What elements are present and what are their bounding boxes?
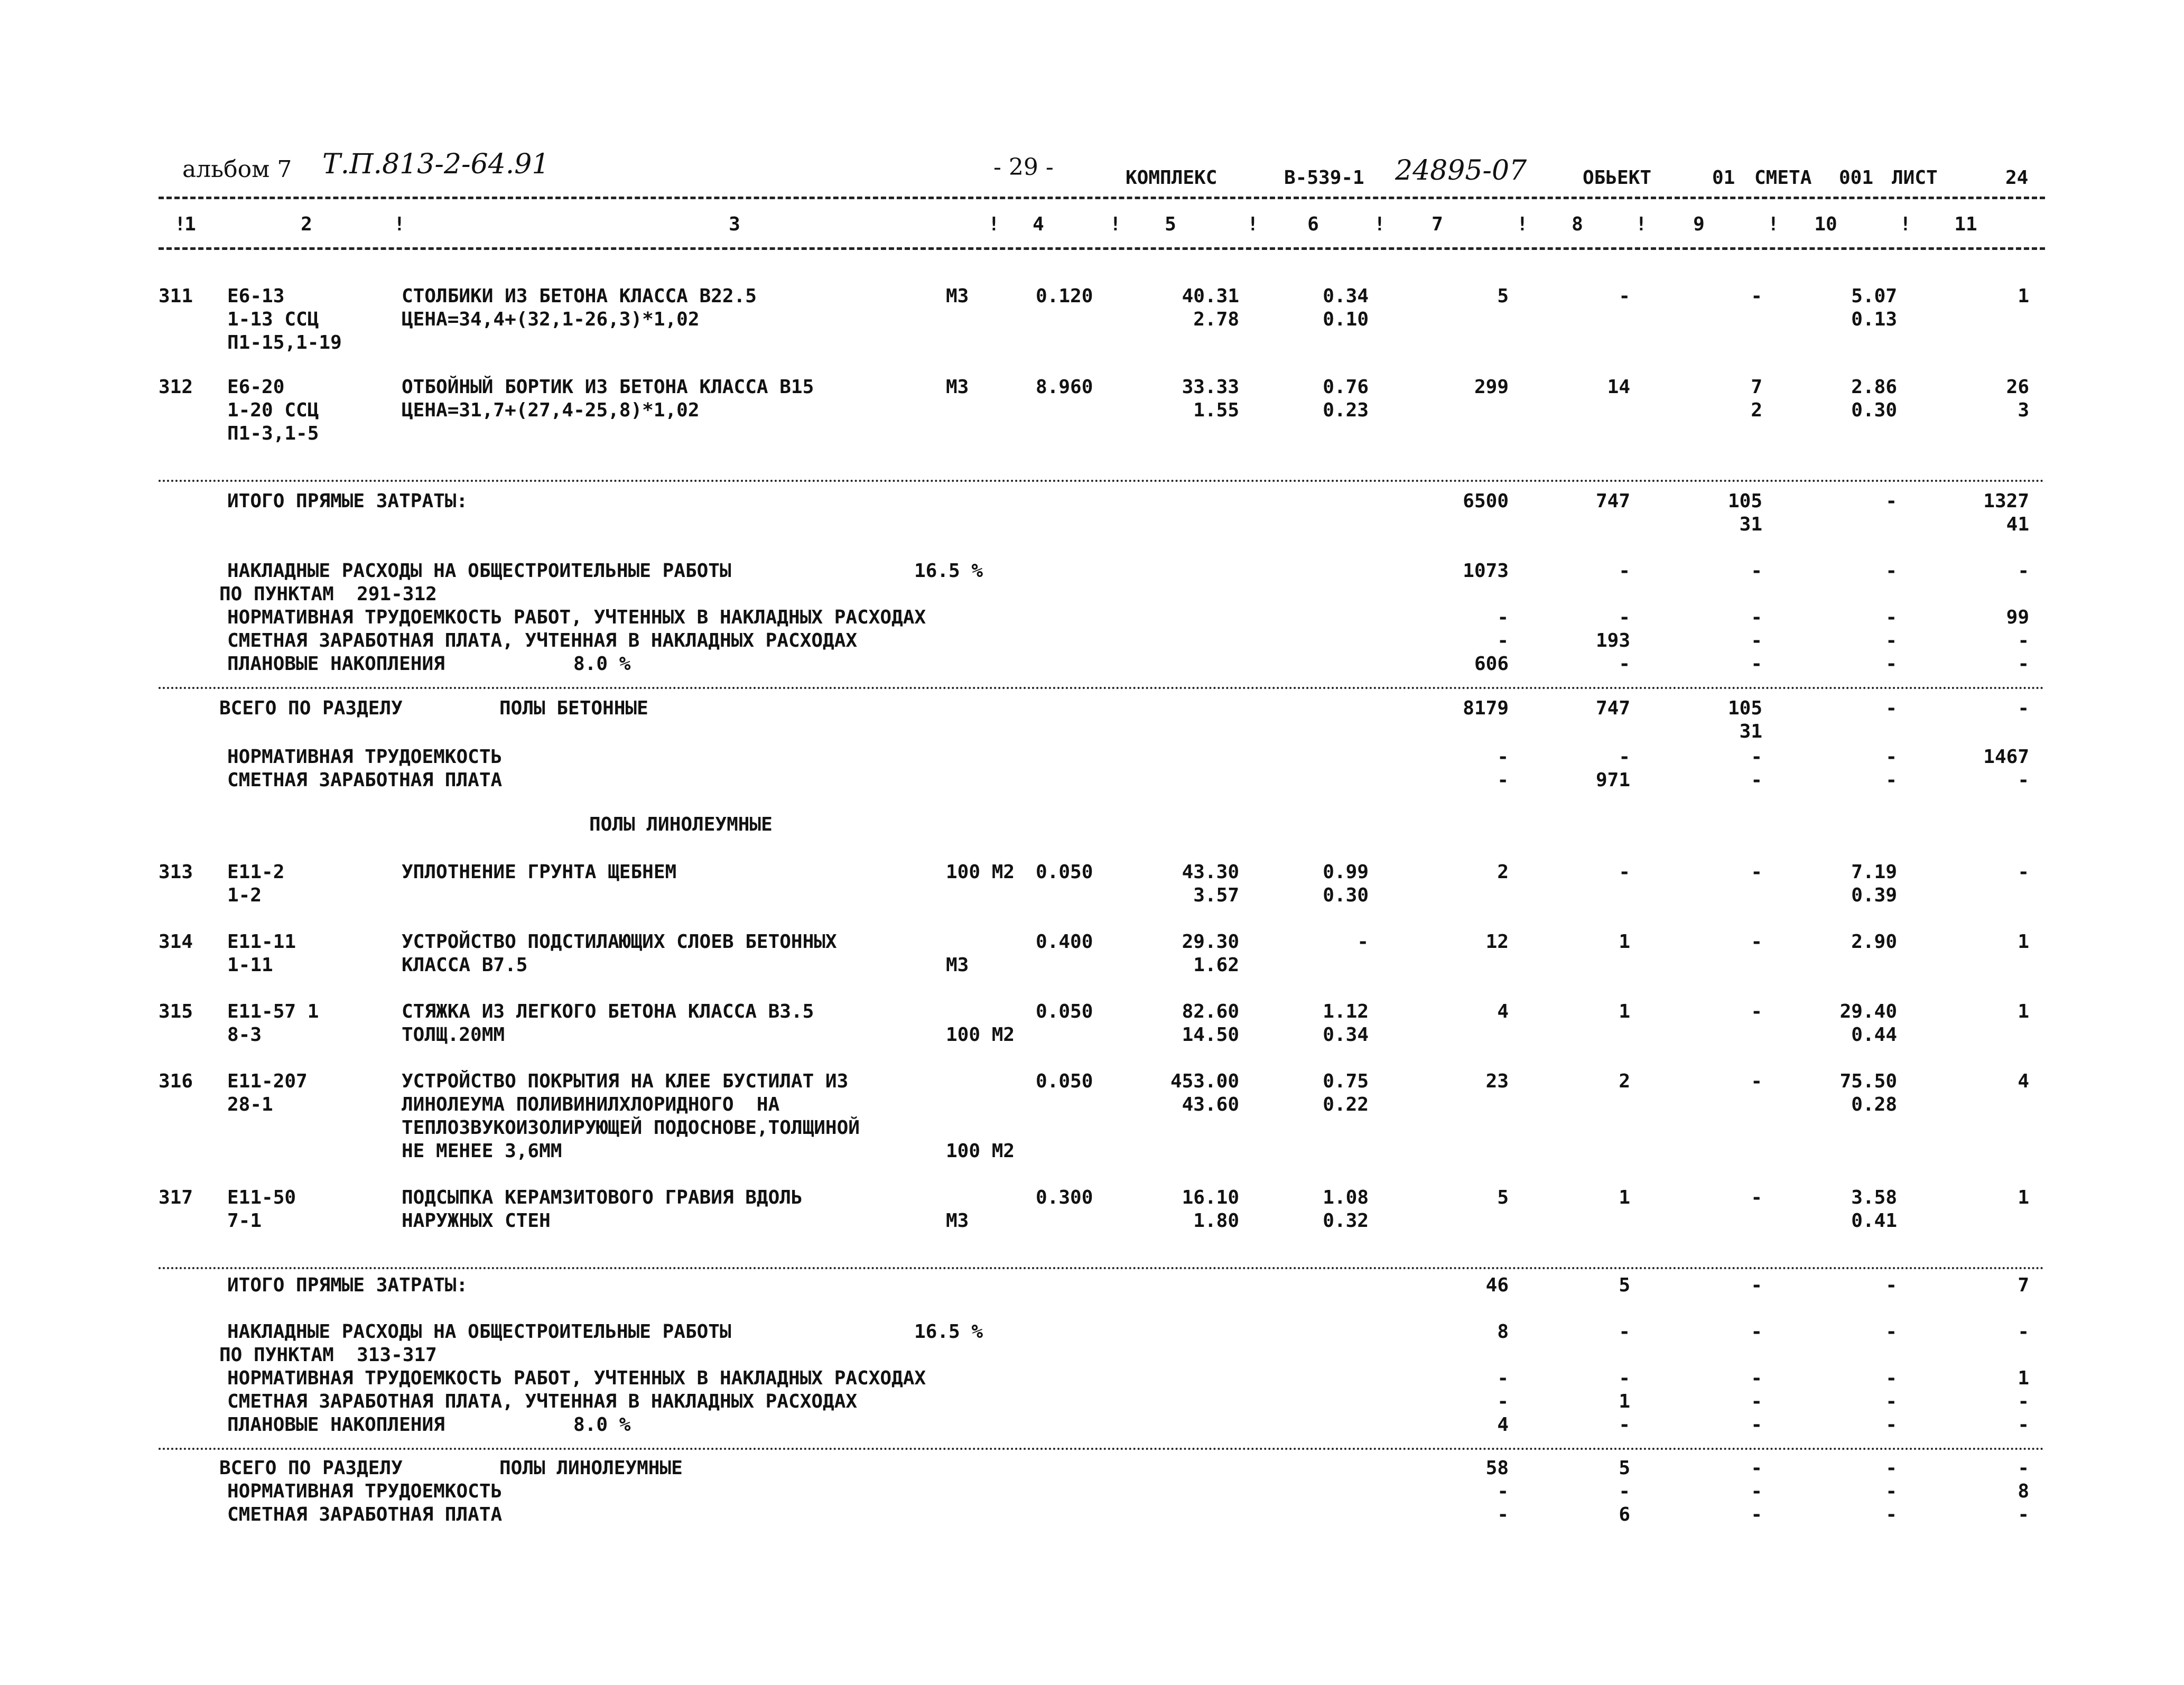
item-description: УПЛОТНЕНИЕ ГРУНТА ЩЕБНЕМ xyxy=(402,861,677,883)
estimate-label: СМЕТА xyxy=(1754,167,1812,189)
overhead-label: НАКЛАДНЫЕ РАСХОДЫ НА ОБЩЕСТРОИТЕЛЬНЫЕ РАБОТЫ xyxy=(227,560,731,582)
labor-norm-label: НОРМАТИВНАЯ ТРУДОЕМКОСТЬ xyxy=(227,1481,503,1502)
item-quantity: 0.050 xyxy=(1036,861,1093,883)
wage-overhead-c8: 193 xyxy=(1595,630,1630,651)
wage-overhead-c10: - xyxy=(1885,630,1897,651)
column-header-10: 10 xyxy=(1814,213,1837,235)
machine-total: 2 xyxy=(1751,399,1762,421)
labor-total: 4 xyxy=(2018,1070,2029,1092)
item-description: ЛИНОЛЕУМА ПОЛИВИНИЛХЛОРИДНОГО НА xyxy=(402,1094,780,1115)
section-total-label: ВСЕГО ПО РАЗДЕЛУ xyxy=(219,697,403,719)
planned-profit-c7: 606 xyxy=(1474,653,1509,675)
item-code: Е11-207 xyxy=(227,1070,308,1092)
direct-costs-c11: 1327 xyxy=(1983,490,2029,512)
labor-total: 1 xyxy=(2018,1187,2029,1208)
section-total-c11: - xyxy=(2018,697,2029,719)
direct-costs-c9: 31 xyxy=(1739,514,1762,535)
item-number: 317 xyxy=(159,1187,193,1208)
labor-unit: 2.86 xyxy=(1851,376,1897,398)
labor-norm-overhead-c9: - xyxy=(1751,607,1762,628)
column-header-6: 6 xyxy=(1307,213,1319,235)
wage-c11: - xyxy=(2018,769,2029,791)
column-divider: ! xyxy=(988,213,1000,235)
machine-total: - xyxy=(1751,1187,1762,1208)
overhead-c7: 8 xyxy=(1497,1321,1509,1343)
item-code: Е6-20 xyxy=(227,376,285,398)
direct-costs-c9: - xyxy=(1751,1274,1762,1296)
item-unit: М3 xyxy=(946,285,969,307)
labor-unit: 0.28 xyxy=(1851,1094,1897,1115)
wage-overhead-label: СМЕТНАЯ ЗАРАБОТНАЯ ПЛАТА, УЧТЕННАЯ В НАКЛАДНЫХ РАСХОДАХ xyxy=(227,630,858,651)
direct-costs-c8: 747 xyxy=(1595,490,1630,512)
overhead-percent: 16.5 % xyxy=(914,560,983,582)
labor-norm-overhead-c8: - xyxy=(1619,607,1630,628)
planned-profit-c10: - xyxy=(1885,653,1897,675)
wage-overhead-c8: 1 xyxy=(1619,1391,1630,1412)
item-quantity: 0.400 xyxy=(1036,931,1093,953)
labor-norm-c11: 1467 xyxy=(1983,746,2029,768)
planned-profit-c8: - xyxy=(1619,653,1630,675)
column-header-4: 4 xyxy=(1033,213,1044,235)
item-code: 8-3 xyxy=(227,1024,262,1046)
wage-overhead-c10: - xyxy=(1885,1391,1897,1412)
wage-c7: - xyxy=(1497,769,1509,791)
item-quantity: 0.300 xyxy=(1036,1187,1093,1208)
item-unit: 100 М2 xyxy=(946,861,1015,883)
items-range: ПО ПУНКТАМ 291-312 xyxy=(219,583,437,605)
wage-c9: - xyxy=(1751,769,1762,791)
item-quantity: 0.050 xyxy=(1036,1001,1093,1022)
item-code: 1-2 xyxy=(227,885,262,906)
section-total-c8: 747 xyxy=(1595,697,1630,719)
unit-cost: 1.80 xyxy=(1193,1210,1239,1232)
direct-costs-label: ИТОГО ПРЯМЫЕ ЗАТРАТЫ: xyxy=(227,490,468,512)
item-code: Е11-2 xyxy=(227,861,285,883)
wage-label: СМЕТНАЯ ЗАРАБОТНАЯ ПЛАТА xyxy=(227,1504,503,1525)
column-header-7: 7 xyxy=(1432,213,1443,235)
unit-cost: 82.60 xyxy=(1182,1001,1239,1022)
wage-overhead-c11: - xyxy=(2018,1391,2029,1412)
column-header-5: 5 xyxy=(1165,213,1176,235)
item-description: ПОДСЫПКА КЕРАМЗИТОВОГО ГРАВИЯ ВДОЛЬ xyxy=(402,1187,803,1208)
estimate-value: 001 xyxy=(1839,167,1874,189)
wage-c7: - xyxy=(1497,1504,1509,1525)
unit-cost: 2.78 xyxy=(1193,309,1239,330)
section-title-linoleum: ПОЛЫ ЛИНОЛЕУМНЫЕ xyxy=(589,814,773,835)
overhead-c11: - xyxy=(2018,560,2029,582)
total-cost: 299 xyxy=(1474,376,1509,398)
item-quantity: 8.960 xyxy=(1036,376,1093,398)
labor-norm-c7: - xyxy=(1497,746,1509,768)
machine-cost: 0.23 xyxy=(1323,399,1369,421)
summary-rule xyxy=(159,1267,2045,1269)
column-header-3: 3 xyxy=(729,213,740,235)
wage-label: СМЕТНАЯ ЗАРАБОТНАЯ ПЛАТА xyxy=(227,769,503,791)
labor-total: 1 xyxy=(2018,285,2029,307)
total-cost: 12 xyxy=(1485,931,1509,953)
item-description: СТОЛБИКИ ИЗ БЕТОНА КЛАССА В22.5 xyxy=(402,285,757,307)
item-quantity: 0.050 xyxy=(1036,1070,1093,1092)
unit-cost: 3.57 xyxy=(1193,885,1239,906)
machine-total: - xyxy=(1751,285,1762,307)
overhead-c11: - xyxy=(2018,1321,2029,1343)
direct-costs-c8: 5 xyxy=(1619,1274,1630,1296)
item-code: П1-3,1-5 xyxy=(227,423,319,444)
wage-overhead-c9: - xyxy=(1751,630,1762,651)
item-number: 316 xyxy=(159,1070,193,1092)
labor-unit: 0.39 xyxy=(1851,885,1897,906)
wage-c9: - xyxy=(1751,1504,1762,1525)
wage-overhead-c7: - xyxy=(1497,1391,1509,1412)
labor-norm-c9: - xyxy=(1751,1481,1762,1502)
labor-unit: 2.90 xyxy=(1851,931,1897,953)
item-number: 312 xyxy=(159,376,193,398)
column-divider: ! xyxy=(1635,213,1647,235)
item-unit: 100 М2 xyxy=(946,1140,1015,1162)
machine-cost: 0.34 xyxy=(1323,1024,1369,1046)
total-cost: 5 xyxy=(1497,1187,1509,1208)
machine-total: 7 xyxy=(1751,376,1762,398)
item-code: Е11-11 xyxy=(227,931,296,953)
machine-cost: 0.99 xyxy=(1323,861,1369,883)
unit-cost: 43.30 xyxy=(1182,861,1239,883)
complex-number: 24895-07 xyxy=(1395,155,1527,187)
complex-label: КОМПЛЕКС xyxy=(1126,167,1218,189)
overhead-c8: - xyxy=(1619,1321,1630,1343)
column-header-8: 8 xyxy=(1572,213,1583,235)
complex-code: В-539-1 xyxy=(1284,167,1364,189)
labor-norm-overhead-label: НОРМАТИВНАЯ ТРУДОЕМКОСТЬ РАБОТ, УЧТЕННЫХ В НАКЛАДНЫХ РАСХОДАХ xyxy=(227,607,926,628)
machine-total: - xyxy=(1751,1070,1762,1092)
sheet-label: ЛИСТ xyxy=(1892,167,1938,189)
labor-norm-overhead-c11: 99 xyxy=(2006,607,2029,628)
machine-cost: 0.75 xyxy=(1323,1070,1369,1092)
summary-rule xyxy=(159,1448,2045,1450)
direct-costs-c10: - xyxy=(1885,490,1897,512)
section-total-c10: - xyxy=(1885,697,1897,719)
labor-unit: 0.13 xyxy=(1851,309,1897,330)
item-code: Е6-13 xyxy=(227,285,285,307)
wage-cost: 1 xyxy=(1619,931,1630,953)
labor-norm-c8: - xyxy=(1619,746,1630,768)
item-code: 28-1 xyxy=(227,1094,273,1115)
wage-cost: 1 xyxy=(1619,1187,1630,1208)
direct-costs-c7: 6500 xyxy=(1463,490,1509,512)
planned-profit-label: ПЛАНОВЫЕ НАКОПЛЕНИЯ xyxy=(227,1414,445,1436)
labor-total: 26 xyxy=(2006,376,2029,398)
section-total-label: ВСЕГО ПО РАЗДЕЛУ xyxy=(219,1457,403,1479)
item-description: ТОЛЩ.20ММ xyxy=(402,1024,505,1046)
column-header-1: 1 xyxy=(184,213,196,235)
column-divider: ! xyxy=(174,213,186,235)
item-description: ЦЕНА=31,7+(27,4-25,8)*1,02 xyxy=(402,399,700,421)
item-quantity: 0.120 xyxy=(1036,285,1093,307)
header-rule-bottom xyxy=(159,247,2045,250)
unit-cost: 16.10 xyxy=(1182,1187,1239,1208)
album-label: альбом 7 xyxy=(182,156,292,183)
column-header-2: 2 xyxy=(301,213,312,235)
labor-total: 3 xyxy=(2018,399,2029,421)
wage-overhead-c7: - xyxy=(1497,630,1509,651)
wage-c11: - xyxy=(2018,1504,2029,1525)
item-description: ОТБОЙНЫЙ БОРТИК ИЗ БЕТОНА КЛАССА В15 xyxy=(402,376,814,398)
item-unit: 100 М2 xyxy=(946,1024,1015,1046)
machine-cost: 0.32 xyxy=(1323,1210,1369,1232)
section-total-c9: 31 xyxy=(1739,721,1762,742)
labor-unit: 75.50 xyxy=(1839,1070,1897,1092)
column-divider: ! xyxy=(1110,213,1121,235)
wage-c10: - xyxy=(1885,1504,1897,1525)
wage-c10: - xyxy=(1885,769,1897,791)
labor-unit: 0.41 xyxy=(1851,1210,1897,1232)
column-divider: ! xyxy=(1374,213,1386,235)
total-cost: 2 xyxy=(1497,861,1509,883)
item-number: 314 xyxy=(159,931,193,953)
section-total-c9: 105 xyxy=(1727,697,1762,719)
machine-cost: 0.10 xyxy=(1323,309,1369,330)
wage-cost: 14 xyxy=(1607,376,1630,398)
section-total-name: ПОЛЫ ЛИНОЛЕУМНЫЕ xyxy=(499,1457,683,1479)
wage-cost: 1 xyxy=(1619,1001,1630,1022)
planned-profit-percent: 8.0 % xyxy=(573,653,631,675)
items-range: ПО ПУНКТАМ 313-317 xyxy=(219,1344,437,1366)
object-label: ОБЬЕКТ xyxy=(1583,167,1652,189)
section-total-c7: 58 xyxy=(1485,1457,1509,1479)
labor-norm-overhead-c9: - xyxy=(1751,1367,1762,1389)
page-number: - 29 - xyxy=(993,154,1054,181)
wage-c8: 971 xyxy=(1595,769,1630,791)
machine-total: - xyxy=(1751,931,1762,953)
machine-total: - xyxy=(1751,861,1762,883)
unit-cost: 40.31 xyxy=(1182,285,1239,307)
direct-costs-c10: - xyxy=(1885,1274,1897,1296)
section-total-name: ПОЛЫ БЕТОННЫЕ xyxy=(499,697,648,719)
unit-cost: 453.00 xyxy=(1170,1070,1239,1092)
labor-norm-c9: - xyxy=(1751,746,1762,768)
item-description: ЦЕНА=34,4+(32,1-26,3)*1,02 xyxy=(402,309,700,330)
labor-norm-overhead-label: НОРМАТИВНАЯ ТРУДОЕМКОСТЬ РАБОТ, УЧТЕННЫХ В НАКЛАДНЫХ РАСХОДАХ xyxy=(227,1367,926,1389)
labor-norm-overhead-c10: - xyxy=(1885,1367,1897,1389)
labor-unit: 0.30 xyxy=(1851,399,1897,421)
labor-norm-overhead-c10: - xyxy=(1885,607,1897,628)
labor-norm-label: НОРМАТИВНАЯ ТРУДОЕМКОСТЬ xyxy=(227,746,503,768)
album-code: Т.П.813-2-64.91 xyxy=(322,148,550,180)
planned-profit-c11: - xyxy=(2018,1414,2029,1436)
machine-cost: 0.22 xyxy=(1323,1094,1369,1115)
labor-norm-overhead-c11: 1 xyxy=(2018,1367,2029,1389)
overhead-c8: - xyxy=(1619,560,1630,582)
wage-overhead-label: СМЕТНАЯ ЗАРАБОТНАЯ ПЛАТА, УЧТЕННАЯ В НАКЛАДНЫХ РАСХОДАХ xyxy=(227,1391,858,1412)
object-value: 01 xyxy=(1712,167,1735,189)
column-divider: ! xyxy=(1768,213,1779,235)
column-divider: ! xyxy=(1900,213,1911,235)
item-code: 1-11 xyxy=(227,954,273,976)
item-code: П1-15,1-19 xyxy=(227,332,342,353)
planned-profit-label: ПЛАНОВЫЕ НАКОПЛЕНИЯ xyxy=(227,653,445,675)
labor-norm-c8: - xyxy=(1619,1481,1630,1502)
item-number: 311 xyxy=(159,285,193,307)
machine-cost: 1.08 xyxy=(1323,1187,1369,1208)
labor-norm-overhead-c7: - xyxy=(1497,607,1509,628)
labor-unit: 0.44 xyxy=(1851,1024,1897,1046)
section-total-c10: - xyxy=(1885,1457,1897,1479)
labor-unit: 29.40 xyxy=(1839,1001,1897,1022)
section-total-c8: 5 xyxy=(1619,1457,1630,1479)
wage-cost: - xyxy=(1619,861,1630,883)
planned-profit-c7: 4 xyxy=(1497,1414,1509,1436)
direct-costs-c9: 105 xyxy=(1727,490,1762,512)
item-number: 313 xyxy=(159,861,193,883)
section-total-c7: 8179 xyxy=(1463,697,1509,719)
wage-c8: 6 xyxy=(1619,1504,1630,1525)
overhead-label: НАКЛАДНЫЕ РАСХОДЫ НА ОБЩЕСТРОИТЕЛЬНЫЕ РАБОТЫ xyxy=(227,1321,731,1343)
summary-rule xyxy=(159,480,2045,482)
labor-norm-c7: - xyxy=(1497,1481,1509,1502)
unit-cost: 33.33 xyxy=(1182,376,1239,398)
item-code: 1-13 ССЦ xyxy=(227,309,319,330)
item-description: СТЯЖКА ИЗ ЛЕГКОГО БЕТОНА КЛАССА В3.5 xyxy=(402,1001,814,1022)
wage-overhead-c11: - xyxy=(2018,630,2029,651)
column-header-11: 11 xyxy=(1954,213,1977,235)
column-divider: ! xyxy=(394,213,405,235)
planned-profit-c9: - xyxy=(1751,1414,1762,1436)
direct-costs-c7: 46 xyxy=(1485,1274,1509,1296)
planned-profit-percent: 8.0 % xyxy=(573,1414,631,1436)
labor-norm-c11: 8 xyxy=(2018,1481,2029,1502)
item-unit: М3 xyxy=(946,1210,969,1232)
machine-cost: - xyxy=(1357,931,1369,953)
sheet-value: 24 xyxy=(2005,167,2029,189)
section-total-c9: - xyxy=(1751,1457,1762,1479)
item-code: 1-20 ССЦ xyxy=(227,399,319,421)
machine-cost: 0.76 xyxy=(1323,376,1369,398)
labor-norm-overhead-c7: - xyxy=(1497,1367,1509,1389)
planned-profit-c11: - xyxy=(2018,653,2029,675)
labor-total: - xyxy=(2018,861,2029,883)
item-number: 315 xyxy=(159,1001,193,1022)
labor-total: 1 xyxy=(2018,931,2029,953)
column-divider: ! xyxy=(1517,213,1528,235)
overhead-percent: 16.5 % xyxy=(914,1321,983,1343)
item-description: УСТРОЙСТВО ПОКРЫТИЯ НА КЛЕЕ БУСТИЛАТ ИЗ xyxy=(402,1070,849,1092)
direct-costs-c11: 7 xyxy=(2018,1274,2029,1296)
direct-costs-c11: 41 xyxy=(2006,514,2029,535)
total-cost: 23 xyxy=(1485,1070,1509,1092)
machine-cost: 0.30 xyxy=(1323,885,1369,906)
labor-unit: 7.19 xyxy=(1851,861,1897,883)
planned-profit-c8: - xyxy=(1619,1414,1630,1436)
unit-cost: 29.30 xyxy=(1182,931,1239,953)
unit-cost: 43.60 xyxy=(1182,1094,1239,1115)
summary-rule xyxy=(159,687,2045,689)
column-header-9: 9 xyxy=(1693,213,1705,235)
item-code: Е11-50 xyxy=(227,1187,296,1208)
wage-cost: 2 xyxy=(1619,1070,1630,1092)
item-description: НАРУЖНЫХ СТЕН xyxy=(402,1210,551,1232)
overhead-c9: - xyxy=(1751,1321,1762,1343)
overhead-c7: 1073 xyxy=(1463,560,1509,582)
unit-cost: 1.55 xyxy=(1193,399,1239,421)
item-unit: М3 xyxy=(946,376,969,398)
labor-norm-c10: - xyxy=(1885,746,1897,768)
item-description: УСТРОЙСТВО ПОДСТИЛАЮЩИХ СЛОЕВ БЕТОННЫХ xyxy=(402,931,837,953)
item-code: Е11-57 1 xyxy=(227,1001,319,1022)
labor-unit: 5.07 xyxy=(1851,285,1897,307)
labor-norm-overhead-c8: - xyxy=(1619,1367,1630,1389)
item-code: 7-1 xyxy=(227,1210,262,1232)
section-total-c11: - xyxy=(2018,1457,2029,1479)
unit-cost: 14.50 xyxy=(1182,1024,1239,1046)
total-cost: 5 xyxy=(1497,285,1509,307)
labor-total: 1 xyxy=(2018,1001,2029,1022)
total-cost: 4 xyxy=(1497,1001,1509,1022)
machine-total: - xyxy=(1751,1001,1762,1022)
wage-cost: - xyxy=(1619,285,1630,307)
overhead-c10: - xyxy=(1885,560,1897,582)
labor-unit: 3.58 xyxy=(1851,1187,1897,1208)
unit-cost: 1.62 xyxy=(1193,954,1239,976)
item-description: КЛАССА В7.5 xyxy=(402,954,528,976)
column-divider: ! xyxy=(1247,213,1259,235)
item-unit: М3 xyxy=(946,954,969,976)
header-rule-top xyxy=(159,197,2045,199)
machine-cost: 0.34 xyxy=(1323,285,1369,307)
machine-cost: 1.12 xyxy=(1323,1001,1369,1022)
direct-costs-label: ИТОГО ПРЯМЫЕ ЗАТРАТЫ: xyxy=(227,1274,468,1296)
planned-profit-c9: - xyxy=(1751,653,1762,675)
wage-overhead-c9: - xyxy=(1751,1391,1762,1412)
labor-norm-c10: - xyxy=(1885,1481,1897,1502)
item-description: ТЕПЛОЗВУКОИЗОЛИРУЮЩЕЙ ПОДОСНОВЕ,ТОЛЩИНОЙ xyxy=(402,1117,860,1139)
planned-profit-c10: - xyxy=(1885,1414,1897,1436)
overhead-c9: - xyxy=(1751,560,1762,582)
item-description: НЕ МЕНЕЕ 3,6ММ xyxy=(402,1140,562,1162)
overhead-c10: - xyxy=(1885,1321,1897,1343)
